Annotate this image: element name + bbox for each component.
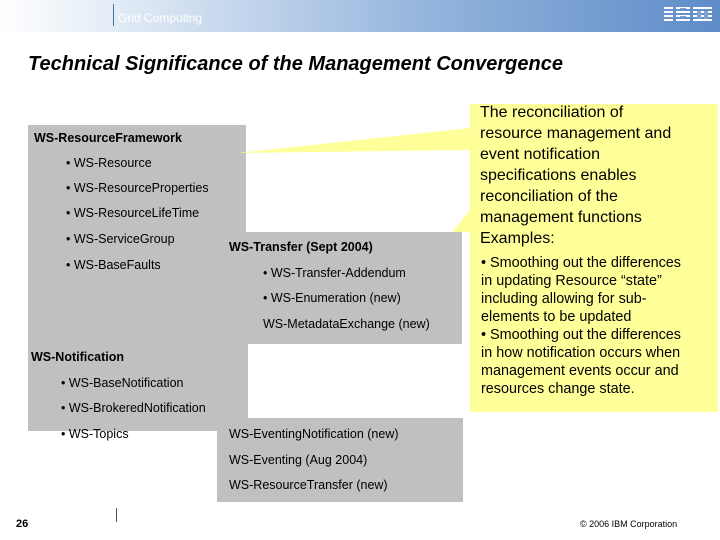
ws-transfer-heading: WS-Transfer (Sept 2004) xyxy=(229,240,373,254)
callout-bullet-line: • Smoothing out the differences xyxy=(481,327,681,343)
page-number: 26 xyxy=(16,518,29,530)
ws-resource-item: • WS-BaseFaults xyxy=(66,258,161,272)
callout-bullet-line: elements to be updated xyxy=(481,309,632,325)
header-section-title: Grid Computing xyxy=(118,11,203,25)
ws-notification-item: • WS-BrokeredNotification xyxy=(61,401,206,415)
ws-notification-heading: WS-Notification xyxy=(31,350,125,364)
callout-text-line: management functions xyxy=(480,209,642,226)
ws-transfer-item: WS-MetadataExchange (new) xyxy=(263,317,430,331)
callout-bullet-line: management events occur and xyxy=(481,363,679,379)
ws-notification-item: • WS-Topics xyxy=(61,427,129,441)
ws-resource-item: • WS-ServiceGroup xyxy=(66,232,175,246)
callout-text-line: reconciliation of the xyxy=(480,188,618,205)
callout-text-line: resource management and xyxy=(480,125,672,142)
ws-transfer-item: • WS-Transfer-Addendum xyxy=(263,266,406,280)
ws-resource-item: • WS-ResourceLifeTime xyxy=(66,206,200,220)
ws-transfer-item: • WS-Enumeration (new) xyxy=(263,291,401,305)
copyright-text: © 2006 IBM Corporation xyxy=(580,519,678,529)
footer-divider xyxy=(116,508,117,522)
callout-bullet-line: including allowing for sub- xyxy=(481,291,647,307)
callout-bullet-line: resources change state. xyxy=(481,381,635,397)
ws-resource-framework-heading: WS-ResourceFramework xyxy=(34,131,182,145)
ws-resource-item: • WS-ResourceProperties xyxy=(66,181,209,195)
ws-eventing-item: WS-EventingNotification (new) xyxy=(229,427,399,441)
ws-resource-item: • WS-Resource xyxy=(66,156,152,170)
callout-text-line: The reconciliation of xyxy=(480,104,624,121)
ws-eventing-item: WS-Eventing (Aug 2004) xyxy=(229,453,368,467)
page-title: Technical Significance of the Management Convergence xyxy=(28,53,563,75)
callout-text-line: specifications enables xyxy=(480,167,637,184)
callout-bullet-line: • Smoothing out the differences xyxy=(481,255,681,271)
callout-bullet-line: in how notification occurs when xyxy=(481,345,681,361)
ws-notification-item: • WS-BaseNotification xyxy=(61,376,184,390)
callout-text-line: event notification xyxy=(480,146,601,163)
ws-eventing-item: WS-ResourceTransfer (new) xyxy=(229,478,388,492)
callout-text-line: Examples: xyxy=(480,230,555,247)
callout-bullet-line: in updating Resource “state” xyxy=(481,273,662,289)
